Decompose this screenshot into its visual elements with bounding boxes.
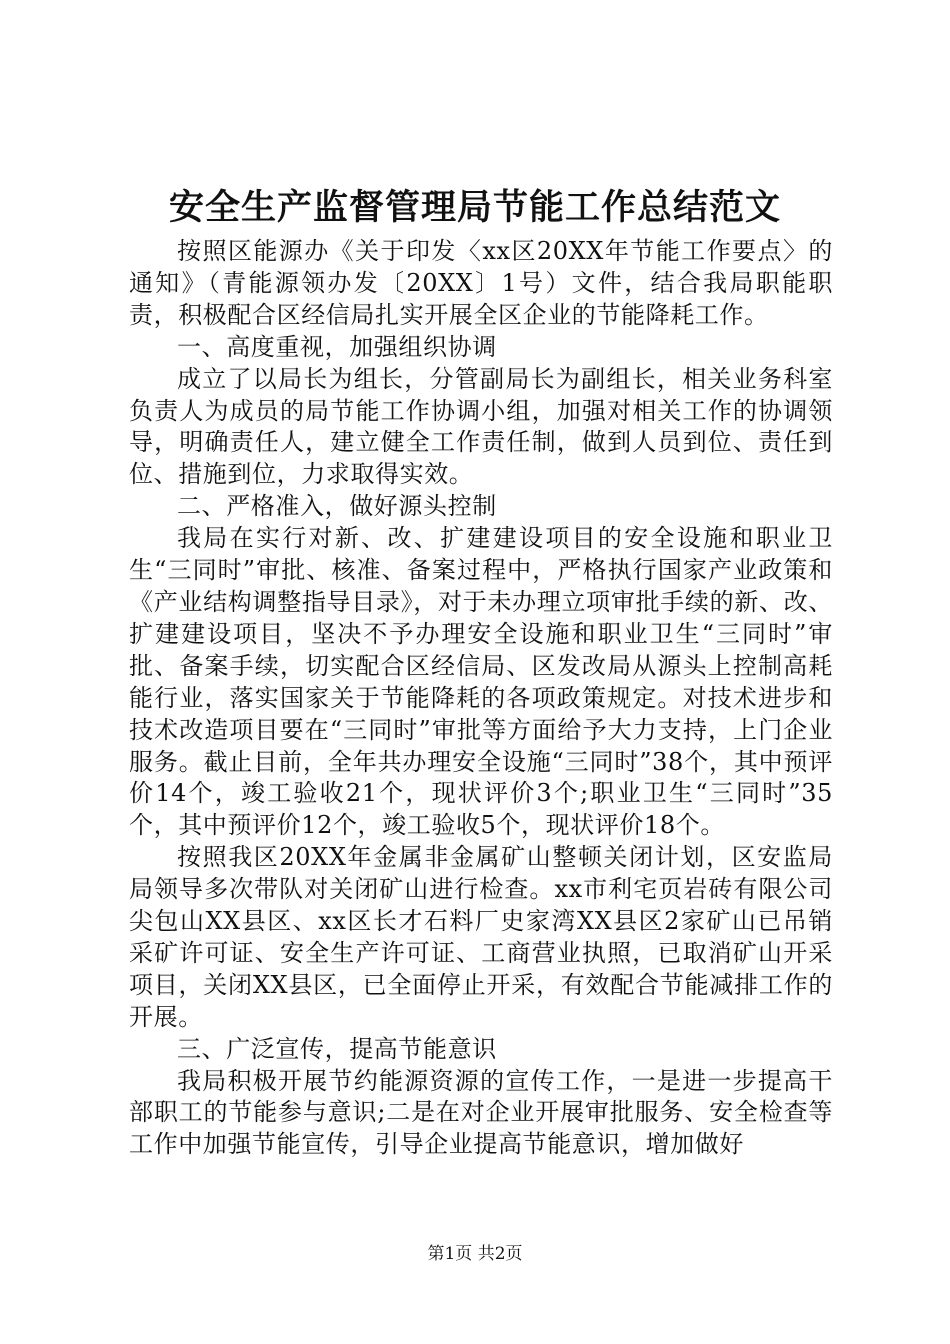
intro-paragraph: 按照区能源办《关于印发〈xx区20XX年节能工作要点〉的通知》（青能源领办发〔20XX〕1号）文件，结合我局职能职责，积极配合区经信局扎实开展全区企业的节能降耗工作。 (129, 237, 833, 329)
document-title: 安全生产监督管理局节能工作总结范文 (168, 187, 781, 228)
section-heading-2: 二、严格准入，做好源头控制 (177, 492, 497, 521)
document-body (129, 236, 833, 1161)
page-footer: 第1页 共2页 (427, 1244, 523, 1264)
section-heading-1: 一、高度重视，加强组织协调 (177, 332, 497, 361)
section-1-paragraph: 成立了以局长为组长，分管副局长为副组长，相关业务科室负责人为成员的局节能工作协调小组，加强对相关工作的协调领导，明确责任人，建立健全工作责任制，做到人员到位、责任到位、措施到位，力求取得实效。 (129, 364, 833, 489)
section-2-paragraph-2: 按照我区20XX年金属非金属矿山整顿关闭计划，区安监局局领导多次带队对关闭矿山进行检查。xx市利宅页岩砖有限公司尖包山XX县区、xx区长才石料厂史家湾XX县区2家矿山已吊销采矿许可证、安全生产许可证、工商营业执照，已取消矿山开采项目，关闭XX县区，已全面停止开采，有效配合节能减排工作的开展。 (129, 843, 833, 1031)
section-3-paragraph: 我局积极开展节约能源资源的宣传工作，一是进一步提高干部职工的节能参与意识;二是在对企业开展审批服务、安全检查等工作中加强节能宣传，引导企业提高节能意识，增加做好 (129, 1066, 833, 1159)
section-heading-3: 三、广泛宣传，提高节能意识 (177, 1034, 497, 1063)
section-2-paragraph-1: 我局在实行对新、改、扩建建设项目的安全设施和职业卫生“三同时”审批、核准、备案过程中，严格执行国家产业政策和《产业结构调整指导目录》，对于未办理立项审批手续的新、改、扩建建设项目，坚决不予办理安全设施和职业卫生“三同时”审批、备案手续，切实配合区经信局、区发改局从源头上控制高耗能行业，落实国家关于节能降耗的各项政策规定。对技术进步和技术改造项目要在“三同时”审批等方面给予大力支持，上门企业服务。截止目前，全年共办理安全设施“三同时”38个，其中预评价14个，竣工验收21个，现状评价3个;职业卫生“三同时”35个，其中预评价12个，竣工验收5个，现状评价18个。 (129, 524, 833, 840)
